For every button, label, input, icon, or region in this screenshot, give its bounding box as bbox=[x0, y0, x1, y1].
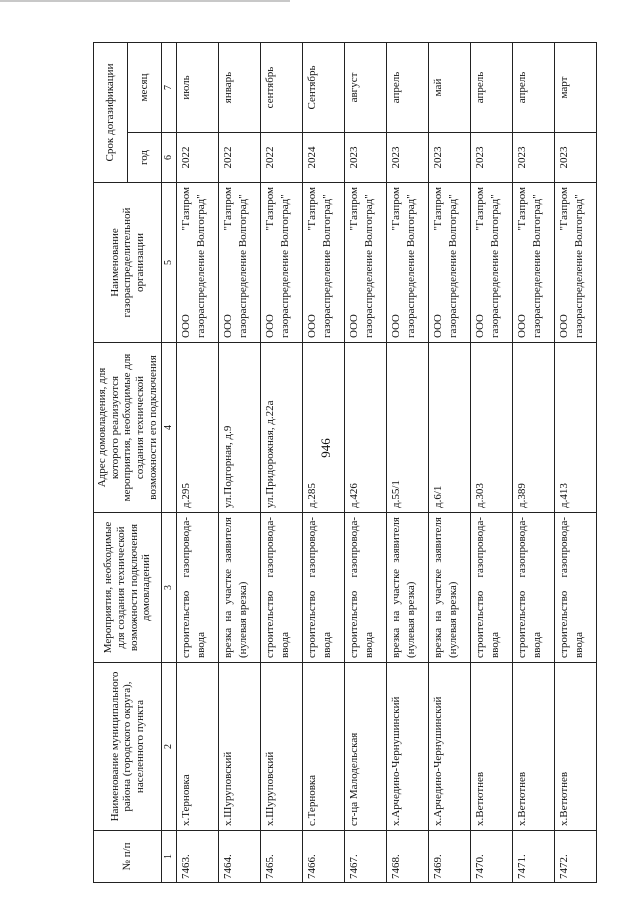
table-row bbox=[470, 42, 512, 882]
year-cell: 2023 bbox=[512, 133, 554, 183]
gasification-table bbox=[93, 42, 597, 883]
row-number: 7470. bbox=[470, 831, 512, 883]
measures-cell: строительство газопровода-ввода bbox=[260, 513, 302, 663]
table-row bbox=[554, 42, 596, 882]
settlement-cell: х.Арчедино-Чернушинский bbox=[428, 663, 470, 831]
measures-cell: строительство газопровода-ввода bbox=[470, 513, 512, 663]
address-cell: ул.Придорожная, д.22а bbox=[260, 343, 302, 513]
address-cell: д.6/1 bbox=[428, 343, 470, 513]
settlement-cell: х.Ветютнев bbox=[554, 663, 596, 831]
column-index: 4 bbox=[162, 343, 177, 513]
row-number: 7465. bbox=[260, 831, 302, 883]
organization-cell: ООО "Газпром газораспределение Волгоград" bbox=[428, 183, 470, 343]
address-cell: ул.Подгорная, д.9 bbox=[218, 343, 260, 513]
month-cell: январь bbox=[218, 42, 260, 132]
row-number: 7466. bbox=[302, 831, 344, 883]
address-cell: д.303 bbox=[470, 343, 512, 513]
row-number: 7469. bbox=[428, 831, 470, 883]
column-index: 7 bbox=[162, 42, 177, 132]
settlement-cell: с.Терновка bbox=[302, 663, 344, 831]
column-index: 3 bbox=[162, 513, 177, 663]
measures-cell: врезка на участке заявителя (нулевая врезка) bbox=[218, 513, 260, 663]
organization-cell: ООО "Газпром газораспределение Волгоград" bbox=[260, 183, 302, 343]
year-cell: 2023 bbox=[428, 133, 470, 183]
column-index: 5 bbox=[162, 183, 177, 343]
settlement-cell: х.Ветютнев bbox=[512, 663, 554, 831]
month-cell: апрель bbox=[386, 42, 428, 132]
column-index: 1 bbox=[162, 831, 177, 883]
organization-cell: ООО "Газпром газораспределение Волгоград" bbox=[302, 183, 344, 343]
scan-edge-line bbox=[0, 0, 290, 2]
rotated-table-container bbox=[93, 43, 633, 883]
table-row bbox=[260, 42, 302, 882]
row-number: 7468. bbox=[386, 831, 428, 883]
column-index: 2 bbox=[162, 663, 177, 831]
table-row bbox=[302, 42, 344, 882]
month-cell: апрель bbox=[470, 42, 512, 132]
row-number: 7467. bbox=[344, 831, 386, 883]
measures-cell: строительство газопровода-ввода bbox=[344, 513, 386, 663]
month-cell: март bbox=[554, 42, 596, 132]
organization-cell: ООО "Газпром газораспределение Волгоград" bbox=[176, 183, 218, 343]
column-index: 6 bbox=[162, 133, 177, 183]
header-deadline: Срок догазификации bbox=[94, 42, 128, 182]
settlement-cell: х.Терновка bbox=[176, 663, 218, 831]
page-number: 946 bbox=[318, 438, 333, 458]
column-index-row bbox=[162, 42, 177, 882]
address-cell: д.295 bbox=[176, 343, 218, 513]
year-cell: 2023 bbox=[554, 133, 596, 183]
header-organization: Наименование газораспределительной организации bbox=[94, 183, 162, 343]
year-cell: 2022 bbox=[176, 133, 218, 183]
table-row bbox=[344, 42, 386, 882]
organization-cell: ООО "Газпром газораспределение Волгоград" bbox=[470, 183, 512, 343]
organization-cell: ООО "Газпром газораспределение Волгоград" bbox=[344, 183, 386, 343]
year-cell: 2022 bbox=[260, 133, 302, 183]
header-settlement: Наименование муниципального района (городского округа), населенного пункта bbox=[94, 663, 162, 831]
address-cell: д.389 bbox=[512, 343, 554, 513]
table-body bbox=[176, 42, 596, 882]
measures-cell: строительство газопровода-ввода bbox=[302, 513, 344, 663]
row-number: 7464. bbox=[218, 831, 260, 883]
header-address: Адрес домовладения, для которого реализуются мероприятия, необходимые для создания технической возможности его подключения bbox=[94, 343, 162, 513]
row-number: 7472. bbox=[554, 831, 596, 883]
measures-cell: врезка на участке заявителя (нулевая врезка) bbox=[386, 513, 428, 663]
settlement-cell: ст-ца Малодельская bbox=[344, 663, 386, 831]
year-cell: 2022 bbox=[218, 133, 260, 183]
table-row bbox=[176, 42, 218, 882]
table-row bbox=[512, 42, 554, 882]
month-cell: июль bbox=[176, 42, 218, 132]
settlement-cell: х.Шуруповский bbox=[260, 663, 302, 831]
organization-cell: ООО "Газпром газораспределение Волгоград" bbox=[218, 183, 260, 343]
header-measures: Мероприятия, необходимые для создания технической возможности подключения домовладений bbox=[94, 513, 162, 663]
row-number: 7471. bbox=[512, 831, 554, 883]
address-cell: д.55/1 bbox=[386, 343, 428, 513]
header-year: год bbox=[128, 133, 162, 183]
year-cell: 2023 bbox=[344, 133, 386, 183]
settlement-cell: х.Шуруповский bbox=[218, 663, 260, 831]
month-cell: Сентябрь bbox=[302, 42, 344, 132]
header-row bbox=[94, 42, 128, 882]
year-cell: 2023 bbox=[386, 133, 428, 183]
header-num: № п/п bbox=[94, 831, 162, 883]
header-month: месяц bbox=[128, 42, 162, 132]
address-cell: д.285 bbox=[302, 343, 344, 513]
measures-cell: строительство газопровода-ввода bbox=[512, 513, 554, 663]
organization-cell: ООО "Газпром газораспределение Волгоград" bbox=[554, 183, 596, 343]
table-row bbox=[428, 42, 470, 882]
row-number: 7463. bbox=[176, 831, 218, 883]
measures-cell: строительство газопровода-ввода bbox=[554, 513, 596, 663]
month-cell: апрель bbox=[512, 42, 554, 132]
measures-cell: строительство газопровода-ввода bbox=[176, 513, 218, 663]
year-cell: 2024 bbox=[302, 133, 344, 183]
month-cell: сентябрь bbox=[260, 42, 302, 132]
measures-cell: врезка на участке заявителя (нулевая врезка) bbox=[428, 513, 470, 663]
organization-cell: ООО "Газпром газораспределение Волгоград" bbox=[512, 183, 554, 343]
year-cell: 2023 bbox=[470, 133, 512, 183]
table-row bbox=[386, 42, 428, 882]
table-row bbox=[218, 42, 260, 882]
address-cell: д.413 bbox=[554, 343, 596, 513]
settlement-cell: х.Ветютнев bbox=[470, 663, 512, 831]
settlement-cell: х.Арчедино-Чернушинский bbox=[386, 663, 428, 831]
address-cell: д.426 bbox=[344, 343, 386, 513]
month-cell: май bbox=[428, 42, 470, 132]
month-cell: август bbox=[344, 42, 386, 132]
organization-cell: ООО "Газпром газораспределение Волгоград" bbox=[386, 183, 428, 343]
